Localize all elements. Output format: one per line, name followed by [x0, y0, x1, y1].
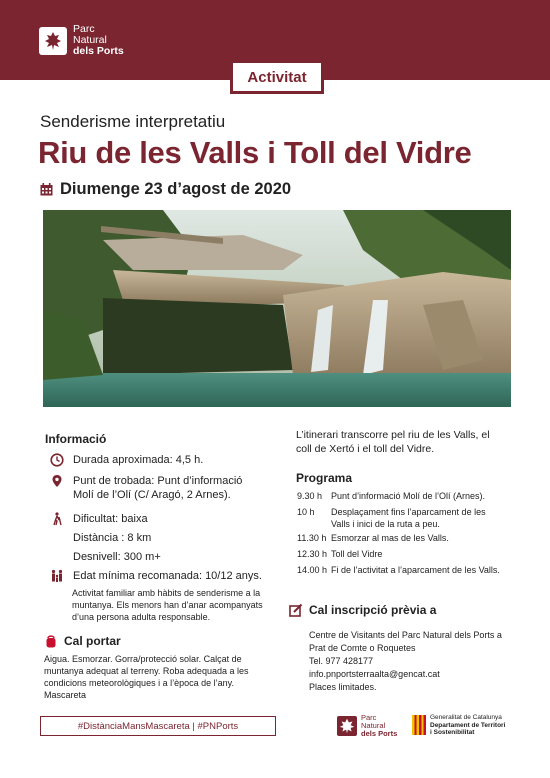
family-note	[72, 587, 263, 623]
registration-heading: Cal inscripció prèvia a	[309, 603, 437, 617]
registration-line-1: Centre de Visitants del Parc Natural dels Ports a	[309, 630, 502, 640]
intro-text	[296, 428, 490, 456]
program-item	[297, 490, 511, 502]
gov-line-2: Departament de Territori	[430, 721, 506, 729]
program-time: 10 h	[297, 507, 315, 517]
bring-line-2: muntanya adequat al terreny. Roba adequada a les	[44, 666, 249, 676]
program-desc-cont: Valls i inici de la ruta a peu.	[331, 519, 440, 529]
difficulty-row	[50, 512, 161, 564]
bring-line-4: Mascareta	[44, 690, 87, 700]
program-item	[297, 548, 511, 560]
program-time: 11.30 h	[297, 533, 327, 543]
waterfall-photo	[43, 210, 511, 407]
footer-park-logo	[337, 714, 397, 738]
activity-badge: Activitat	[230, 60, 324, 94]
location-pin-icon	[50, 474, 64, 488]
bring-line-1: Aigua. Esmorzar. Gorra/protecció solar. Calçat de	[44, 654, 242, 664]
registration-heading-row	[289, 603, 436, 617]
program-item	[297, 564, 511, 576]
registration-text	[309, 629, 502, 694]
program-time: 14.00 h	[297, 565, 328, 575]
family-note-line-2: muntanya. Els menors han d’anar acompanyats	[72, 600, 263, 610]
bring-heading-row	[44, 634, 121, 648]
program-heading: Programa	[296, 471, 353, 485]
gov-line-1: Generalitat de Catalunya	[430, 714, 502, 721]
program-desc: Fi de l’activitat a l’aparcament de les Valls.	[331, 565, 500, 575]
age-text: Edat mínima recomanada: 10/12 anys.	[73, 570, 262, 582]
elevation-text: Desnivell: 300 m+	[73, 551, 161, 563]
program-desc: Punt d’informació Molí de l’Olí (Arnes).	[331, 491, 486, 501]
bring-text	[44, 653, 248, 701]
program-desc: Toll del Vidre	[331, 549, 383, 559]
meeting-line-1: Punt de trobada: Punt d’informació	[73, 475, 243, 487]
date-row	[40, 180, 291, 199]
park-logo	[39, 24, 124, 57]
family-note-line-3: d’una persona adulta responsable.	[72, 612, 211, 622]
program-time: 12.30 h	[297, 549, 328, 559]
edit-form-icon	[289, 603, 303, 617]
footer-park-line-2: Natural	[361, 721, 386, 730]
registration-phone: Tel. 977 428177	[309, 656, 374, 666]
intro-line-1: L’itinerari transcorre pel riu de les Valls, el	[296, 429, 490, 441]
generalitat-logo	[412, 714, 505, 737]
program-item	[297, 532, 511, 544]
leaf-logo-icon	[39, 27, 67, 55]
logo-line-1: Parc	[73, 23, 95, 35]
program-desc: Desplaçament fins l’aparcament de les	[331, 507, 486, 517]
senyera-flag-icon	[412, 715, 426, 735]
age-row	[50, 569, 262, 583]
registration-email: info.pnportsterraalta@gencat.cat	[309, 669, 440, 679]
bring-line-3: condicions meteorològiques i a l’època de l’any.	[44, 678, 234, 688]
clock-icon	[50, 453, 64, 467]
leaf-logo-icon	[337, 716, 357, 736]
intro-line-2: coll de Xertó i el toll del Vidre.	[296, 443, 435, 455]
gov-line-3: i Sostenibilitat	[430, 729, 475, 736]
family-icon	[50, 569, 64, 583]
hiker-icon	[50, 512, 64, 526]
hashtag-box: #DistànciaMansMascareta | #PNPorts	[40, 716, 276, 736]
subtitle: Senderisme interpretatiu	[40, 112, 226, 131]
event-date: Diumenge 23 d’agost de 2020	[60, 180, 292, 198]
page-title: Riu de les Valls i Toll del Vidre	[38, 135, 472, 170]
family-note-line-1: Activitat familiar amb hàbits de senderisme a la	[72, 588, 261, 598]
footer-park-line-1: Parc	[361, 713, 377, 722]
difficulty-text: Dificultat: baixa	[73, 513, 148, 525]
logo-line-2: Natural	[73, 34, 107, 46]
registration-note: Places limitades.	[309, 682, 377, 692]
meeting-line-2: Molí de l’Olí (C/ Aragó, 2 Arnes).	[73, 489, 231, 501]
duration-text: Durada aproximada: 4,5 h.	[73, 454, 204, 466]
registration-line-2: Prat de Comte o Roquetes	[309, 643, 416, 653]
program-desc: Esmorzar al mas de les Valls.	[331, 533, 449, 543]
logo-line-3: dels Ports	[73, 45, 124, 57]
distance-text: Distància : 8 km	[73, 532, 152, 544]
meeting-row	[50, 474, 242, 502]
duration-row	[50, 453, 203, 467]
backpack-icon	[44, 634, 58, 648]
calendar-icon	[40, 183, 53, 196]
footer-park-line-3: dels Ports	[361, 729, 398, 738]
program-time: 9.30 h	[297, 491, 323, 501]
program-item	[297, 506, 511, 530]
info-heading: Informació	[45, 432, 107, 446]
bring-heading: Cal portar	[64, 634, 121, 648]
